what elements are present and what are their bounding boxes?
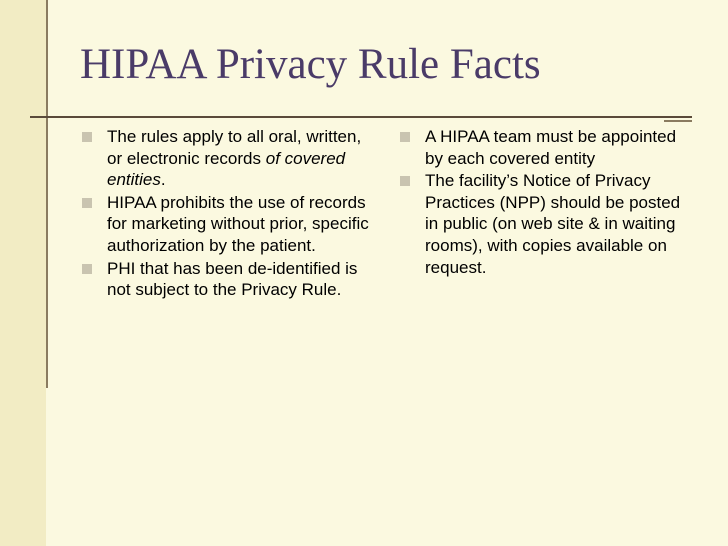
left-column [80,126,380,302]
bullet-text: The facility’s Notice of Privacy Practices (NPP) should be posted in public (on web site & in waiting rooms), with copies available on request. [425,171,681,277]
square-bullet-icon [400,176,410,186]
bullet-text: HIPAA prohibits the use of records for marketing without prior, specific authorization by the patient. [107,192,369,255]
bullet-item [80,126,380,191]
square-bullet-icon [400,132,410,142]
right-column [398,126,698,279]
bullet-text [107,126,380,191]
title-underline-accent [664,120,692,122]
bullet-text: A HIPAA team must be appointed by each covered entity [425,127,677,168]
bullet-text-main: The rules apply to all oral, written, or electronic records [107,127,362,168]
bullet-item [80,192,380,257]
left-vertical-rule [46,0,48,388]
bullet-text-end: . [160,170,166,190]
bullet-item [80,258,380,301]
square-bullet-icon [82,264,92,274]
bullet-text-italic: of covered entities [107,148,346,190]
square-bullet-icon [82,132,92,142]
bullet-text: PHI that has been de-identified is not subject to the Privacy Rule. [107,258,358,300]
slide-title: HIPAA Privacy Rule Facts [80,41,541,88]
bullet-item [398,126,698,169]
left-decorative-band [0,0,46,546]
square-bullet-icon [82,198,92,208]
bullet-item [398,170,698,278]
title-underline [30,116,692,118]
